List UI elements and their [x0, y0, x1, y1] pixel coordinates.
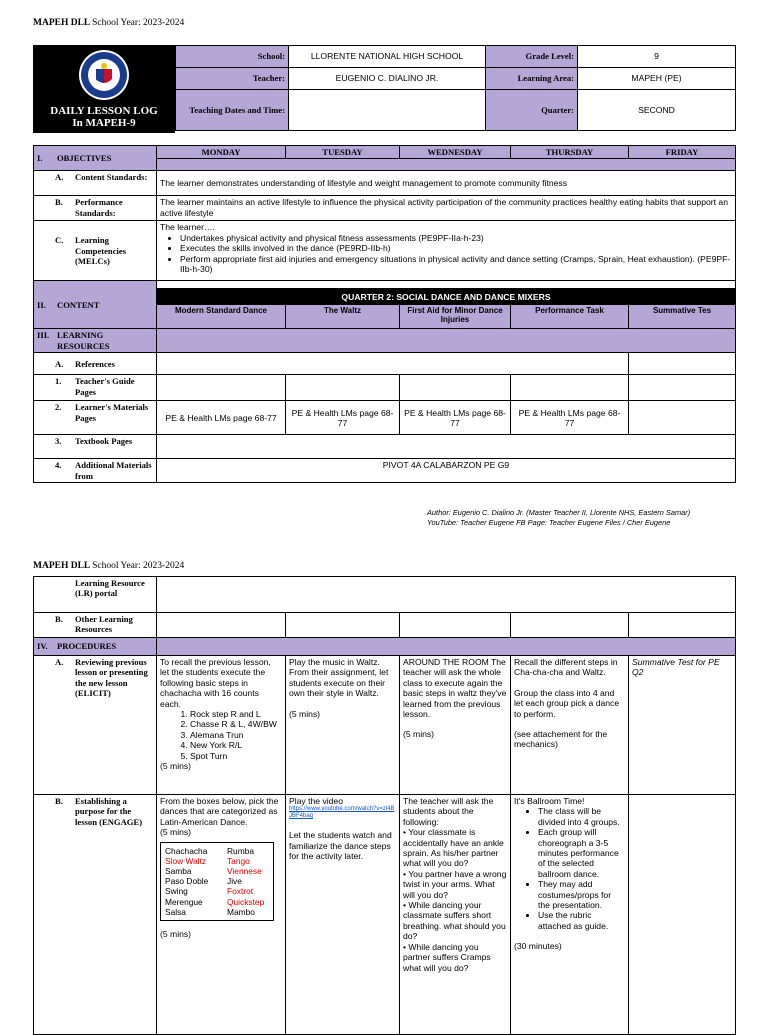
- dll-table-2: [33, 576, 736, 1035]
- lr-portal-label: Learning Resource (LR) portal: [34, 577, 157, 613]
- other-resources-label: B. Other Learning Resources: [34, 613, 157, 638]
- author-credit: [427, 508, 690, 527]
- elicit-monday-intro: To recall the previous lesson, let the students execute the following basic steps in chachacha with 16 counts each.: [160, 657, 271, 709]
- dance-item: Viennese: [227, 866, 262, 877]
- author-social: YouTube: Teacher Eugene FB Page: Teacher Eugene Files / Cher Eugene: [427, 517, 671, 527]
- olr-friday: [629, 613, 736, 638]
- quarter-value: SECOND: [578, 90, 736, 131]
- objectives-heading: I. OBJECTIVES: [34, 146, 157, 171]
- elicit-tuesday: [286, 656, 400, 795]
- competency-item: • Executes the skills involved in the dance (PE9RD-IIb-h): [180, 243, 732, 253]
- dll-table-1: [33, 145, 736, 483]
- author-line: Author: Eugenio C. Dialino Jr. (Master Teacher II, Llorente NHS, Eastern Samar): [427, 508, 691, 517]
- competency-item: • Perform appropriate first aid injuries and emergency situations in physical activity and dance setting (Cramps, Sprain, Heat exhaustion). (PE9PF-IIb-h-30): [180, 254, 732, 275]
- header-school-year: School Year: 2023-2024: [92, 561, 185, 571]
- header-label: MAPEH DLL: [33, 18, 90, 28]
- page-header-2: [33, 561, 184, 571]
- olr-tuesday: [286, 613, 400, 638]
- task-item: • Use the rubric attached as guide.: [538, 910, 625, 931]
- references-friday: [629, 353, 736, 375]
- task-item: • They may add costumes/props for the presentation.: [538, 879, 625, 910]
- lm-tuesday: PE & Health LMs page 68-77: [286, 401, 400, 435]
- olr-thursday: [511, 613, 629, 638]
- lm-wednesday: PE & Health LMs page 68-77: [400, 401, 511, 435]
- topic-monday: Modern Standard Dance: [157, 305, 286, 329]
- objectives-fill: [157, 159, 736, 171]
- engage-wednesday: [400, 795, 511, 1035]
- tg-wednesday: [400, 375, 511, 401]
- teachers-guide-label: 1. Teacher's Guide Pages: [34, 375, 157, 401]
- grade-value: 9: [578, 46, 736, 68]
- day-monday: MONDAY: [157, 146, 286, 159]
- school-value: LLORENTE NATIONAL HIGH SCHOOL: [289, 46, 486, 68]
- youtube-video-link[interactable]: https://www.youtube.com/watch?v=zl4BJBF4bag: [289, 806, 395, 820]
- engage-thursday: [511, 795, 629, 1035]
- engage-friday: [629, 795, 736, 1035]
- chacha-step: 2. Chasse R & L, 4W/BW: [190, 719, 282, 729]
- question-item: • While dancing your classmate suffers short breathing. what should you do?: [403, 900, 506, 942]
- textbook-cell: [157, 435, 736, 459]
- dance-item: Swing: [165, 886, 188, 897]
- tg-thursday: [511, 375, 629, 401]
- dance-item: Quickstep: [227, 896, 265, 907]
- grade-label: Grade Level:: [486, 46, 578, 68]
- elicit-thursday: [511, 656, 629, 795]
- olr-wednesday: [400, 613, 511, 638]
- elicit-monday: [157, 656, 286, 795]
- engage-tuesday-intro: Play the video: [289, 796, 343, 806]
- references-cell: [157, 353, 629, 375]
- lm-thursday: PE & Health LMs page 68-77: [511, 401, 629, 435]
- content-standards-label: A. Content Standards:: [34, 171, 157, 196]
- dance-item: Samba: [165, 866, 192, 877]
- elicit-wednesday-text: AROUND THE ROOM The teacher will ask the whole class to execute again the basic steps in waltz they've learned from the previous lesson.: [403, 657, 507, 720]
- engage-thursday-intro: It's Ballroom Time!: [514, 796, 585, 806]
- dance-list-box: [160, 842, 274, 921]
- performance-standards-text: The learner maintains an active lifestyle to influence the physical activity participation of the community practices healthy eating habits that support an active lifestyle: [157, 196, 736, 221]
- additional-materials-label: 4. Additional Materials from: [34, 459, 157, 483]
- dance-item: Paso Doble: [165, 876, 209, 887]
- page-header-1: [33, 18, 184, 28]
- engage-monday-intro: From the boxes below, pick the dances that are categorized as Latin-American Dance.: [160, 796, 279, 827]
- resources-heading: III. LEARNING RESOURCES: [34, 329, 157, 353]
- dance-item: Tango: [227, 855, 250, 866]
- question-item: • While dancing you partner suffers Cramps what will you do?: [403, 941, 491, 973]
- day-thursday: THURSDAY: [511, 146, 629, 159]
- dance-item: Foxtrot: [227, 886, 254, 897]
- question-item: • You partner have a wrong twist in your arms. What will you do?: [403, 868, 507, 900]
- lm-monday: PE & Health LMs page 68-77: [157, 401, 286, 435]
- dance-item: Mambo: [227, 906, 255, 917]
- dance-item: Jive: [227, 876, 242, 887]
- references-label: A. References: [34, 353, 157, 375]
- olr-monday: [157, 613, 286, 638]
- engage-tuesday-text: Let the students watch and familiarize the dance steps for the activity later.: [289, 830, 392, 862]
- area-label: Learning Area:: [486, 68, 578, 90]
- dates-value: [289, 90, 486, 131]
- textbook-label: 3. Textbook Pages: [34, 435, 157, 459]
- competency-item: • Undertakes physical activity and physical fitness assessments (PE9PF-IIa-h-23): [180, 233, 732, 243]
- deped-seal-icon: [78, 49, 130, 101]
- elicit-thursday-text3: (see attachement for the mechanics): [514, 729, 608, 750]
- engage-wednesday-intro: The teacher will ask the students about the following:: [403, 796, 494, 827]
- lm-friday: [629, 401, 736, 435]
- dance-item: Slow Waltz: [165, 855, 207, 866]
- elicit-tuesday-text: Play the music in Waltz. From their assignment, let students execute on their own their style in Waltz.: [289, 657, 389, 699]
- chacha-step: 3. Alemana Trun: [190, 730, 282, 740]
- performance-standards-label: B. Performance Standards:: [34, 196, 157, 221]
- quarter-label: Quarter:: [486, 90, 578, 131]
- area-value: MAPEH (PE): [578, 68, 736, 90]
- competencies-intro: The learner….: [160, 222, 215, 233]
- content-heading: II. CONTENT: [34, 281, 157, 329]
- tg-tuesday: [286, 375, 400, 401]
- additional-materials-value: PIVOT 4A CALABARZON PE G9: [157, 459, 736, 483]
- logo-title-line1: DAILY LESSON LOG: [50, 105, 158, 117]
- topic-friday: Summative Tes: [629, 305, 736, 329]
- dance-item: Merengue: [165, 896, 203, 907]
- quarter-banner: QUARTER 2: SOCIAL DANCE AND DANCE MIXERS: [157, 289, 736, 305]
- dates-label: Teaching Dates and Time:: [176, 90, 289, 131]
- elicit-friday: Summative Test for PE Q2: [629, 656, 736, 795]
- competencies-label: C. Learning Competencies (MELCs): [34, 221, 157, 281]
- competencies-text: [157, 221, 736, 281]
- chacha-step: 4. New York R/L: [190, 740, 282, 750]
- teacher-value: EUGENIO C. DIALINO JR.: [289, 68, 486, 90]
- chacha-step: 5. Spot Turn: [190, 751, 282, 761]
- engage-tuesday: [286, 795, 400, 1035]
- content-spacer: [157, 281, 736, 289]
- dance-item: Salsa: [165, 906, 186, 917]
- resources-fill: [157, 329, 736, 353]
- dance-item: Rumba: [227, 845, 254, 856]
- engage-monday-time2: (5 mins): [160, 929, 192, 940]
- procedures-fill: [157, 638, 736, 656]
- elicit-wednesday: [400, 656, 511, 795]
- lr-portal-cell: [157, 577, 736, 613]
- logo-block: [33, 45, 175, 133]
- chacha-step: 1. Rock step R and L: [190, 709, 282, 719]
- question-item: • Your classmate is accidentally have an ankle sprain. As his/her partner what will you do?: [403, 827, 504, 869]
- engage-monday-time: (5 mins): [160, 827, 192, 838]
- task-item: • Each group will choreograph a 3-5 minutes performance of the selected ballroom dance.: [538, 827, 625, 879]
- teacher-label: Teacher:: [176, 68, 289, 90]
- learners-materials-label: 2. Learner's Materials Pages: [34, 401, 157, 435]
- engage-thursday-time: (30 minutes): [514, 941, 562, 952]
- tg-monday: [157, 375, 286, 401]
- day-tuesday: TUESDAY: [286, 146, 400, 159]
- day-friday: FRIDAY: [629, 146, 736, 159]
- elicit-thursday-text1: Recall the different steps in Cha-cha-cha and Waltz.: [514, 657, 618, 678]
- topic-thursday: Performance Task: [511, 305, 629, 329]
- elicit-monday-time: (5 mins): [160, 761, 192, 772]
- school-label: School:: [176, 46, 289, 68]
- day-wednesday: WEDNESDAY: [400, 146, 511, 159]
- task-item: • The class will be divided into 4 groups.: [538, 806, 625, 827]
- procedures-heading: IV. PROCEDURES: [34, 638, 157, 656]
- content-standards-text: The learner demonstrates understanding of lifestyle and weight management to promote community fitness: [157, 171, 736, 196]
- info-table: [175, 45, 736, 131]
- elicit-label: A. Reviewing previous lesson or presenting the new lesson (ELICIT): [34, 656, 157, 795]
- header-school-year: School Year: 2023-2024: [92, 18, 185, 28]
- elicit-thursday-text2: Group the class into 4 and let each group pick a dance to perform.: [514, 687, 620, 719]
- elicit-wednesday-time: (5 mins): [403, 729, 435, 740]
- engage-monday: [157, 795, 286, 1035]
- header-label: MAPEH DLL: [33, 561, 90, 571]
- elicit-tuesday-time: (5 mins): [289, 708, 321, 719]
- engage-label: B. Establishing a purpose for the lesson (ENGAGE): [34, 795, 157, 1035]
- topic-wednesday: First Aid for Minor Dance Injuries: [400, 305, 511, 329]
- topic-tuesday: The Waltz: [286, 305, 400, 329]
- tg-friday: [629, 375, 736, 401]
- dance-item: Chachacha: [165, 845, 208, 856]
- logo-title-line2: In MAPEH-9: [72, 117, 136, 129]
